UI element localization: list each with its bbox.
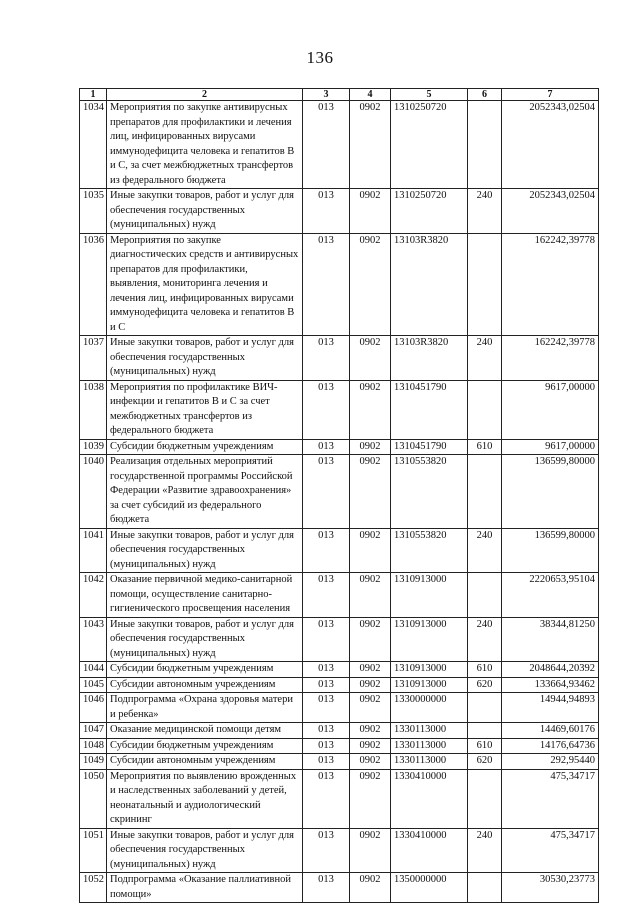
row-number-cell: 1046 [80,693,107,723]
amount-cell: 14944,94893 [502,693,599,723]
section-code-cell: 0902 [350,233,391,336]
department-code-cell: 013 [303,336,350,381]
item-name-cell: Оказание первичной медико-санитарной помощи, осуществление санитарно-гигиенического просвещения населения [107,573,303,618]
item-name-cell: Иные закупки товаров, работ и услуг для обеспечения государственных (муниципальных) нужд [107,189,303,234]
table-row [80,380,599,439]
table-row [80,738,599,754]
expense-type-cell [468,455,502,529]
target-article-cell: 1310913000 [391,617,468,662]
column-header: 3 [303,89,350,101]
row-number-cell: 1044 [80,662,107,678]
table-row [80,769,599,828]
row-number-cell: 1045 [80,677,107,693]
table-row [80,723,599,739]
target-article-cell: 1310913000 [391,662,468,678]
target-article-cell: 1310250720 [391,189,468,234]
target-article-cell: 1310451790 [391,439,468,455]
item-name-cell: Мероприятия по выявлению врожденных и наследственных заболеваний у детей, неонатальный и аудиологический скрининг [107,769,303,828]
expense-type-cell: 240 [468,617,502,662]
expense-type-cell [468,380,502,439]
department-code-cell: 013 [303,573,350,618]
table-row [80,828,599,873]
amount-cell: 2052343,02504 [502,101,599,189]
section-code-cell: 0902 [350,769,391,828]
section-code-cell: 0902 [350,439,391,455]
target-article-cell: 1310913000 [391,573,468,618]
item-name-cell: Субсидии автономным учреждениям [107,754,303,770]
section-code-cell: 0902 [350,189,391,234]
amount-cell: 9617,00000 [502,380,599,439]
table-row [80,617,599,662]
table-row [80,101,599,189]
target-article-cell: 1330410000 [391,769,468,828]
expense-type-cell: 610 [468,439,502,455]
expense-type-cell [468,573,502,618]
amount-cell: 475,34717 [502,828,599,873]
section-code-cell: 0902 [350,380,391,439]
item-name-cell: Оказание медицинской помощи детям [107,723,303,739]
target-article-cell: 1330113000 [391,738,468,754]
expense-type-cell [468,769,502,828]
table-row [80,189,599,234]
department-code-cell: 013 [303,455,350,529]
item-name-cell: Иные закупки товаров, работ и услуг для обеспечения государственных (муниципальных) нужд [107,828,303,873]
expense-type-cell [468,693,502,723]
department-code-cell: 013 [303,677,350,693]
row-number-cell: 1051 [80,828,107,873]
column-header: 7 [502,89,599,101]
department-code-cell: 013 [303,723,350,739]
column-header: 4 [350,89,391,101]
department-code-cell: 013 [303,828,350,873]
item-name-cell: Мероприятия по закупке диагностических средств и антивирусных препаратов для профилактики, выявления, мониторинга лечения и лечения лиц, инфицированных вирусами иммунодефицита человека и гепатитов В и С [107,233,303,336]
department-code-cell: 013 [303,189,350,234]
amount-cell: 38344,81250 [502,617,599,662]
table-row [80,573,599,618]
item-name-cell: Мероприятия по профилактике ВИЧ-инфекции и гепатитов В и С за счет межбюджетных трансфертов из федерального бюджета [107,380,303,439]
section-code-cell: 0902 [350,693,391,723]
target-article-cell: 13103R3820 [391,336,468,381]
table-row [80,336,599,381]
expense-type-cell: 610 [468,738,502,754]
amount-cell: 2052343,02504 [502,189,599,234]
row-number-cell: 1049 [80,754,107,770]
expense-type-cell: 620 [468,754,502,770]
department-code-cell: 013 [303,233,350,336]
column-header: 6 [468,89,502,101]
table-row [80,439,599,455]
expense-type-cell: 240 [468,828,502,873]
amount-cell: 292,95440 [502,754,599,770]
expense-type-cell [468,101,502,189]
column-header: 1 [80,89,107,101]
table-body [80,101,599,903]
page-number: 136 [306,48,334,67]
target-article-cell: 1330410000 [391,828,468,873]
department-code-cell: 013 [303,380,350,439]
department-code-cell: 013 [303,873,350,903]
row-number-cell: 1041 [80,528,107,573]
row-number-cell: 1048 [80,738,107,754]
section-code-cell: 0902 [350,336,391,381]
amount-cell: 30530,23773 [502,873,599,903]
amount-cell: 475,34717 [502,769,599,828]
department-code-cell: 013 [303,769,350,828]
amount-cell: 2220653,95104 [502,573,599,618]
department-code-cell: 013 [303,693,350,723]
department-code-cell: 013 [303,662,350,678]
department-code-cell: 013 [303,101,350,189]
expense-type-cell: 610 [468,662,502,678]
item-name-cell: Иные закупки товаров, работ и услуг для обеспечения государственных (муниципальных) нужд [107,528,303,573]
expense-type-cell [468,873,502,903]
row-number-cell: 1035 [80,189,107,234]
section-code-cell: 0902 [350,754,391,770]
section-code-cell: 0902 [350,677,391,693]
table-row [80,754,599,770]
section-code-cell: 0902 [350,738,391,754]
item-name-cell: Подпрограмма «Оказание паллиативной помощи» [107,873,303,903]
expense-type-cell: 620 [468,677,502,693]
target-article-cell: 1310250720 [391,101,468,189]
row-number-cell: 1052 [80,873,107,903]
amount-cell: 2048644,20392 [502,662,599,678]
column-header: 2 [107,89,303,101]
expense-type-cell [468,723,502,739]
amount-cell: 136599,80000 [502,455,599,529]
table-row [80,693,599,723]
section-code-cell: 0902 [350,617,391,662]
section-code-cell: 0902 [350,723,391,739]
item-name-cell: Субсидии автономным учреждениям [107,677,303,693]
expense-type-cell: 240 [468,336,502,381]
table-row [80,677,599,693]
row-number-cell: 1036 [80,233,107,336]
row-number-cell: 1043 [80,617,107,662]
amount-cell: 162242,39778 [502,336,599,381]
target-article-cell: 1330113000 [391,723,468,739]
expense-type-cell: 240 [468,189,502,234]
table-row [80,233,599,336]
item-name-cell: Иные закупки товаров, работ и услуг для обеспечения государственных (муниципальных) нужд [107,336,303,381]
row-number-cell: 1040 [80,455,107,529]
target-article-cell: 1310451790 [391,380,468,439]
row-number-cell: 1034 [80,101,107,189]
amount-cell: 133664,93462 [502,677,599,693]
row-number-cell: 1042 [80,573,107,618]
section-code-cell: 0902 [350,101,391,189]
row-number-cell: 1037 [80,336,107,381]
row-number-cell: 1039 [80,439,107,455]
amount-cell: 14176,64736 [502,738,599,754]
section-code-cell: 0902 [350,573,391,618]
section-code-cell: 0902 [350,828,391,873]
section-code-cell: 0902 [350,528,391,573]
amount-cell: 162242,39778 [502,233,599,336]
amount-cell: 9617,00000 [502,439,599,455]
department-code-cell: 013 [303,528,350,573]
item-name-cell: Мероприятия по закупке антивирусных препаратов для профилактики и лечения лиц, инфицированных вирусами иммунодефицита человека и гепатитов В и С, за счет межбюджетных трансфертов из федерального бюджета [107,101,303,189]
target-article-cell: 1330000000 [391,693,468,723]
target-article-cell: 13103R3820 [391,233,468,336]
department-code-cell: 013 [303,754,350,770]
target-article-cell: 1330113000 [391,754,468,770]
section-code-cell: 0902 [350,662,391,678]
expense-type-cell: 240 [468,528,502,573]
department-code-cell: 013 [303,617,350,662]
department-code-cell: 013 [303,738,350,754]
header-row [80,89,599,101]
table-row [80,873,599,903]
budget-table [79,88,599,903]
table-header [80,89,599,101]
department-code-cell: 013 [303,439,350,455]
item-name-cell: Субсидии бюджетным учреждениям [107,662,303,678]
item-name-cell: Иные закупки товаров, работ и услуг для обеспечения государственных (муниципальных) нужд [107,617,303,662]
section-code-cell: 0902 [350,455,391,529]
section-code-cell: 0902 [350,873,391,903]
target-article-cell: 1310553820 [391,528,468,573]
target-article-cell: 1310553820 [391,455,468,529]
item-name-cell: Субсидии бюджетным учреждениям [107,439,303,455]
amount-cell: 14469,60176 [502,723,599,739]
target-article-cell: 1310913000 [391,677,468,693]
table-row [80,455,599,529]
row-number-cell: 1047 [80,723,107,739]
item-name-cell: Подпрограмма «Охрана здоровья матери и ребенка» [107,693,303,723]
target-article-cell: 1350000000 [391,873,468,903]
table-row [80,528,599,573]
item-name-cell: Субсидии бюджетным учреждениям [107,738,303,754]
row-number-cell: 1050 [80,769,107,828]
item-name-cell: Реализация отдельных мероприятий государственной программы Российской Федерации «Развитие здравоохранения» за счет субсидий из федерального бюджета [107,455,303,529]
amount-cell: 136599,80000 [502,528,599,573]
row-number-cell: 1038 [80,380,107,439]
column-header: 5 [391,89,468,101]
table-row [80,662,599,678]
expense-type-cell [468,233,502,336]
